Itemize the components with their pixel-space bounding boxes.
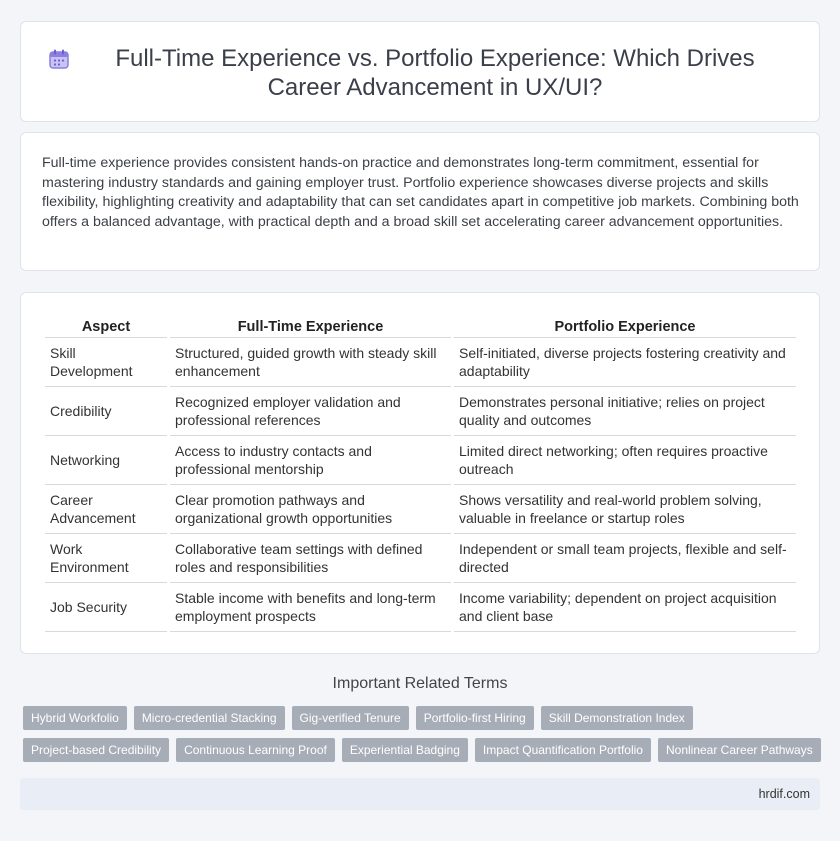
term-tag[interactable]: Micro-credential Stacking	[134, 706, 285, 730]
cell-full-time: Structured, guided growth with steady skill enhancement	[170, 338, 451, 387]
comparison-table-card	[20, 292, 820, 654]
table-row	[45, 485, 796, 534]
cell-full-time: Stable income with benefits and long-term employment prospects	[170, 583, 451, 632]
header-portfolio: Portfolio Experience	[454, 315, 796, 338]
term-tag[interactable]: Portfolio-first Hiring	[416, 706, 534, 730]
cell-full-time: Recognized employer validation and professional references	[170, 387, 451, 436]
term-tag[interactable]: Experiential Badging	[342, 738, 468, 762]
cell-portfolio: Self-initiated, diverse projects fostering creativity and adaptability	[454, 338, 796, 387]
cell-portfolio: Independent or small team projects, flexible and self-directed	[454, 534, 796, 583]
term-tag[interactable]: Nonlinear Career Pathways	[658, 738, 821, 762]
term-tag[interactable]: Continuous Learning Proof	[176, 738, 335, 762]
term-tag[interactable]: Gig-verified Tenure	[292, 706, 409, 730]
cell-aspect: Job Security	[45, 583, 167, 632]
footer-site[interactable]: hrdif.com	[758, 787, 810, 801]
cell-full-time: Access to industry contacts and professional mentorship	[170, 436, 451, 485]
term-tag[interactable]: Hybrid Workfolio	[23, 706, 127, 730]
table-header-row	[45, 315, 796, 338]
table-row	[45, 436, 796, 485]
cell-aspect: Credibility	[45, 387, 167, 436]
footer	[20, 778, 820, 810]
cell-aspect: Career Advancement	[45, 485, 167, 534]
table-row	[45, 338, 796, 387]
cell-full-time: Clear promotion pathways and organizational growth opportunities	[170, 485, 451, 534]
related-terms-title: Important Related Terms	[332, 675, 508, 692]
related-terms	[20, 706, 820, 770]
table-row	[45, 387, 796, 436]
header-aspect: Aspect	[45, 315, 167, 338]
cell-portfolio: Limited direct networking; often requires proactive outreach	[454, 436, 796, 485]
term-tag[interactable]: Impact Quantification Portfolio	[475, 738, 651, 762]
cell-portfolio: Income variability; dependent on project acquisition and client base	[454, 583, 796, 632]
summary-card	[20, 132, 820, 271]
cell-portfolio: Shows versatility and real-world problem solving, valuable in freelance or startup roles	[454, 485, 796, 534]
cell-portfolio: Demonstrates personal initiative; relies on project quality and outcomes	[454, 387, 796, 436]
term-tag[interactable]: Project-based Credibility	[23, 738, 169, 762]
header-full-time: Full-Time Experience	[170, 315, 451, 338]
related-terms-row	[23, 706, 820, 730]
related-terms-row	[23, 738, 820, 762]
table-row	[45, 583, 796, 632]
cell-full-time: Collaborative team settings with defined roles and responsibilities	[170, 534, 451, 583]
cell-aspect: Skill Development	[45, 338, 167, 387]
comparison-table	[42, 315, 799, 632]
cell-aspect: Work Environment	[45, 534, 167, 583]
table-row	[45, 534, 796, 583]
cell-aspect: Networking	[45, 436, 167, 485]
term-tag[interactable]: Skill Demonstration Index	[541, 706, 693, 730]
page-title: Full-Time Experience vs. Portfolio Experience: Which Drives Career Advancement in UX/UI?	[115, 45, 755, 101]
summary-text: Full-time experience provides consistent hands-on practice and demonstrates long-term commitment, essential for mastering industry standards and gaining employer trust. Portfolio experience showcases diverse projects and skills flexibility, highlighting creativity and adaptability that can set candidates apart in competitive job markets. Combining both offers a balanced advantage, with practical depth and a broad skill set accelerating career advancement opportunities.	[42, 155, 799, 230]
title-card	[20, 21, 820, 122]
